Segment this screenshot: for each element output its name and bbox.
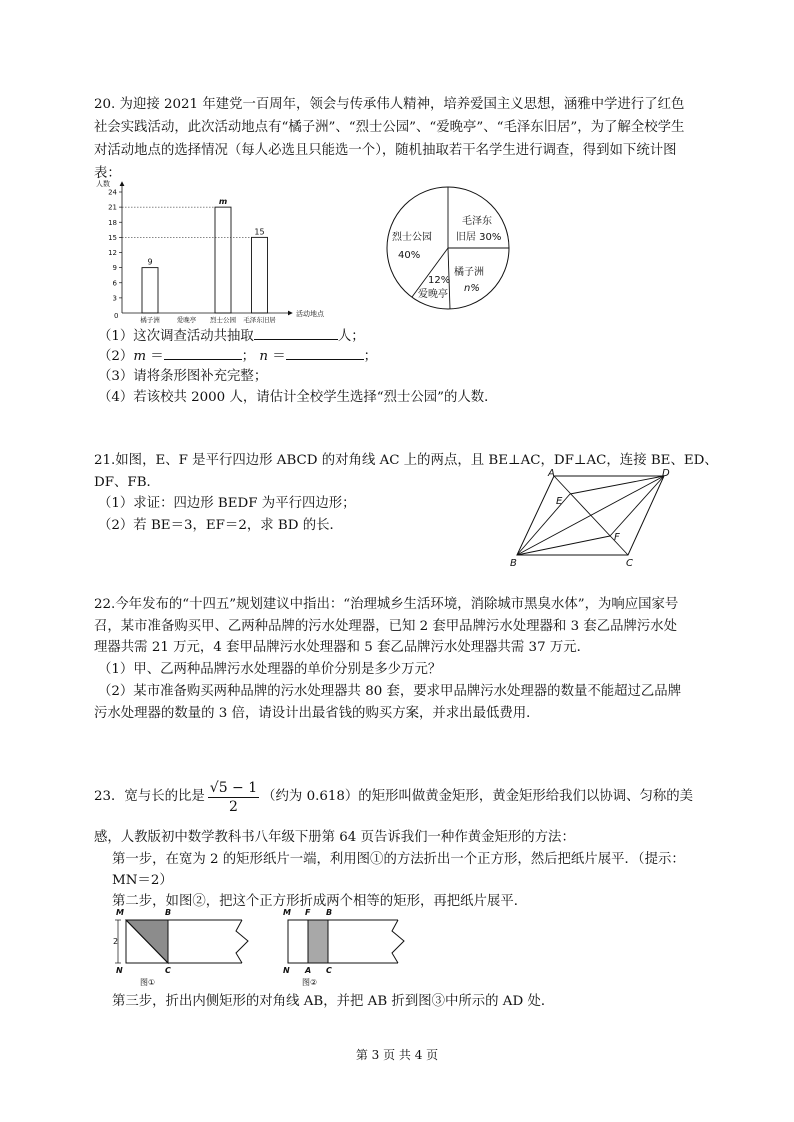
q20-line-1: 20. 为迎接 2021 年建党一百周年，领会与传承伟人精神，培养爱国主义思想，涵雅中学进行了红色 — [94, 97, 685, 112]
fraction-denominator: 2 — [229, 798, 238, 815]
bar-ytick-label-9: 9 — [112, 264, 117, 273]
q20-answer-blank-n[interactable] — [286, 347, 364, 360]
fig2-f-label: F — [305, 908, 311, 917]
fraction-numerator: √5 − 1 — [209, 779, 258, 796]
q21-sub-2: （2）若 BE＝3，EF＝2，求 BD 的长． — [98, 518, 343, 533]
bar-ytick-label-12: 12 — [108, 249, 117, 257]
bar-category-2: 烈士公园 — [210, 316, 236, 324]
pie-label-aiwan: 爱晚亭 — [418, 289, 448, 300]
bar-value-label-2: m — [218, 197, 228, 207]
q22-sub-2b: 污水处理器的数量的 3 倍，请设计出最省钱的购买方案，并求出最低费用． — [94, 706, 540, 721]
point-c-label: C — [626, 558, 633, 569]
q23-line-2: 感，人教版初中数学教科书八年级下册第 64 页告诉我们一种作黄金矩形的方法： — [94, 830, 575, 845]
q20-var-n: n — [259, 349, 268, 364]
bar-value-label-3: 15 — [254, 227, 265, 237]
fig1-n-label: N — [116, 966, 123, 975]
q20-sub-1-text: （1）这次调查活动共抽取 — [98, 329, 254, 344]
bar-3 — [252, 237, 268, 313]
q20-eq-2: ＝ — [267, 349, 286, 364]
q20-eq-1: ＝ — [146, 349, 164, 364]
bar-ytick-label-3: 3 — [112, 294, 117, 303]
bar-xlabel: 活动地点 — [296, 310, 324, 318]
q20-end: ； — [363, 349, 377, 364]
q20-sub-2-num: （2） — [98, 349, 134, 364]
bar-chart — [94, 176, 354, 326]
point-a-label: A — [548, 468, 555, 479]
fig2-m-label: M — [283, 908, 291, 917]
bar-category-1: 爱晚亭 — [176, 316, 197, 324]
q22-sub-1: （1）甲、乙两种品牌污水处理器的单价分别是多少万元？ — [98, 662, 442, 677]
q20-sub-4: （4）若该校共 2000 人，请估计全校学生选择“烈士公园”的人数． — [98, 390, 498, 405]
bar-0 — [142, 268, 158, 313]
pie-chart — [384, 184, 514, 314]
q22-line-3: 理器共需 21 万元，4 套甲品牌污水处理器和 5 套乙品牌污水处理器共需 37 万元． — [94, 640, 591, 655]
fig1-b-label: B — [165, 908, 172, 917]
q20-sep: ； — [241, 349, 256, 364]
fig1-torn-edge — [236, 920, 248, 963]
fig2-torn-edge — [392, 920, 404, 963]
q23-step-2: 第二步，如图②，把这个正方形折成两个相等的矩形，再把纸片展平． — [112, 894, 528, 909]
q21-line-1: 21.如图，E、F 是平行四边形 ABCD 的对角线 AC 上的两点，且 BE⊥AC，DF⊥AC，连接 BE、ED、 — [94, 453, 718, 468]
diagonal-bd — [517, 476, 664, 555]
pie-value-lieshi: 40% — [398, 250, 421, 261]
q20-answer-blank-m[interactable] — [164, 347, 242, 360]
q21-sub-1: （1）求证：四边形 BEDF 为平行四边形； — [98, 496, 356, 511]
q23-step-1b: MN＝2） — [112, 873, 173, 888]
bar-ytick-label-6: 6 — [112, 279, 117, 288]
q23-line-1 — [94, 775, 693, 819]
fig1-width-label: 2 — [113, 937, 119, 946]
fold-figure-1 — [110, 907, 262, 989]
q20-sub-2 — [98, 347, 377, 366]
bar-value-label-0: 9 — [147, 257, 153, 267]
bar-category-3: 毛泽东旧居 — [243, 316, 276, 324]
bar-2 — [215, 207, 231, 313]
q20-line-4: 表： — [94, 166, 121, 181]
bar-ytick-label-15: 15 — [108, 233, 117, 242]
pie-label-mao-1: 毛泽东 — [462, 216, 492, 227]
fig2-n-label: N — [283, 966, 290, 975]
pie-value-aiwan: 12% — [428, 275, 451, 286]
parallelogram-figure — [502, 466, 702, 572]
pie-label-mao-2: 旧居 30% — [456, 232, 502, 243]
fig2-caption: 图② — [302, 978, 318, 987]
fig1-c-label: C — [165, 966, 171, 975]
pie-label-juzi: 橘子洲 — [454, 267, 484, 278]
point-e-label: E — [556, 496, 563, 507]
q20-sub-3: （3）请将条形图补充完整； — [98, 369, 268, 384]
page-footer: 第 3 页 共 4 页 — [355, 1048, 439, 1062]
q22-sub-2a: （2）某市准备购买两种品牌的污水处理器共 80 套，要求甲品牌污水处理器的数量不能超过乙品牌 — [98, 684, 682, 699]
q20-sub-1 — [98, 327, 365, 346]
fig1-caption: 图① — [140, 978, 156, 987]
fig1-m-label: M — [116, 908, 124, 917]
q20-sub-1-unit: 人； — [337, 329, 365, 344]
pie-value-juzi: n% — [464, 283, 480, 294]
fig2-c-label: C — [326, 966, 332, 975]
bar-ytick-label-18: 18 — [108, 218, 117, 227]
q20-answer-blank-1[interactable] — [254, 327, 338, 340]
q23-step-3: 第三步，折出内侧矩形的对角线 AB，并把 AB 折到图③中所示的 AD 处． — [112, 994, 555, 1009]
point-b-label: B — [510, 558, 517, 569]
fig2-inner-rectangle — [308, 920, 328, 963]
bar-ytick-label-21: 21 — [108, 203, 117, 212]
q20-line-3: 对活动地点的选择情况（每人必选且只能选一个），随机抽取若干名学生进行调查，得到如下统计图 — [94, 143, 677, 158]
q20-var-m: m — [133, 349, 147, 364]
q21-line-2: DF、FB． — [94, 475, 160, 490]
q23-step-1a: 第一步，在宽为 2 的矩形纸片一端，利用图①的方法折出一个正方形，然后把纸片展平．（提示： — [112, 852, 685, 867]
bar-category-0: 橘子洲 — [140, 316, 160, 324]
point-d-label: D — [662, 468, 670, 479]
q20-line-2: 社会实践活动，此次活动地点有“橘子洲”、“烈士公园”、“爱晚亭”、“毛泽东旧居”，为了解全校学生 — [94, 120, 685, 135]
q23-pre: 23．宽与长的比是 — [94, 789, 205, 804]
bar-ylabel: 人数 — [96, 180, 110, 188]
q22-line-2: 召，某市准备购买甲、乙两种品牌的污水处理器，已知 2 套甲品牌污水处理器和 3 套乙品牌污水处 — [94, 619, 678, 634]
fig2-a-label: A — [305, 966, 312, 975]
fig2-strip-outline — [288, 920, 398, 963]
bar-ytick-label-24: 24 — [108, 188, 117, 197]
bar-origin: 0 — [114, 312, 119, 320]
point-f-label: F — [614, 532, 620, 543]
fig2-b-label: B — [326, 908, 333, 917]
q22-line-1: 22.今年发布的“十四五”规划建议中指出：“治理城乡生活环境，消除城市黑臭水体”，为响应国家号 — [94, 597, 679, 612]
pie-label-lieshi: 烈士公园 — [392, 232, 432, 243]
golden-ratio-fraction — [208, 779, 259, 816]
fold-figure-2 — [280, 907, 412, 989]
q23-post: （约为 0.618）的矩形叫做黄金矩形，黄金矩形给我们以协调、匀称的美 — [262, 789, 694, 804]
